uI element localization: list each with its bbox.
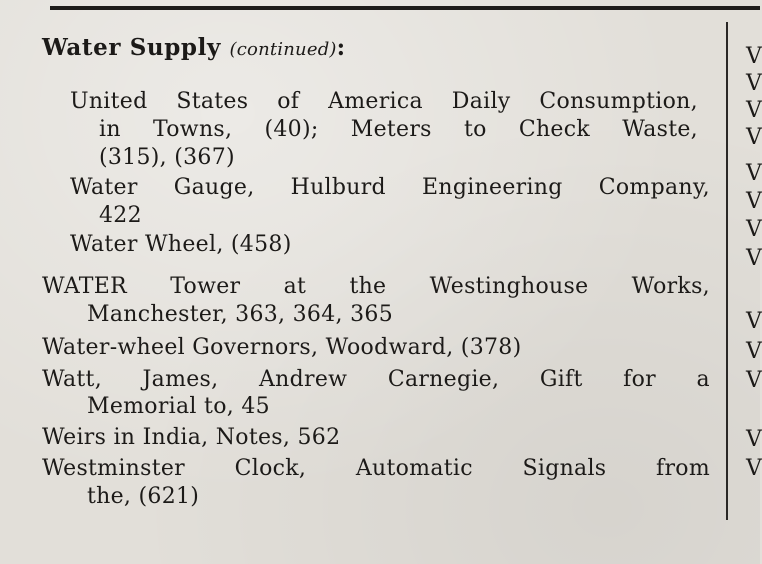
- word: Automatic: [355, 456, 473, 481]
- next-column-initial: V: [746, 368, 762, 393]
- section-title: Water Supply: [42, 34, 221, 61]
- entry-water-wheel-line-1: Water Wheel, (458): [70, 232, 292, 257]
- heading-colon: :: [336, 34, 346, 61]
- word: for: [623, 367, 656, 392]
- word: United: [70, 89, 148, 114]
- word: Gift: [539, 367, 583, 392]
- entry-water-tower-line-2: Manchester, 363, 364, 365: [87, 302, 394, 327]
- next-column-initial: V: [746, 98, 762, 123]
- word: to: [463, 117, 487, 142]
- word: at: [283, 274, 307, 299]
- next-column-initial: V: [746, 44, 762, 69]
- word: Westinghouse: [429, 274, 589, 299]
- word: Engineering: [422, 175, 563, 200]
- word: Hulburd: [290, 175, 386, 200]
- word: America: [328, 89, 423, 114]
- next-column-initial: V: [746, 125, 762, 150]
- word: WATER: [42, 274, 127, 299]
- entry-watt-james-line-1: [42, 366, 710, 394]
- word: Check: [518, 117, 591, 142]
- entry-watt-james-line-2: Memorial to, 45: [87, 394, 270, 419]
- next-column-initial: V: [746, 217, 762, 242]
- word: Tower: [170, 274, 241, 299]
- word: Water: [70, 175, 138, 200]
- top-rule: [50, 6, 760, 10]
- word: Meters: [350, 117, 432, 142]
- word: the: [349, 274, 387, 299]
- next-column-initial: V: [746, 71, 762, 96]
- continued-note: (continued): [229, 39, 337, 60]
- section-heading: [42, 34, 346, 61]
- word: of: [277, 89, 300, 114]
- word: Works,: [631, 274, 710, 299]
- word: Daily: [451, 89, 511, 114]
- word: Andrew: [258, 367, 348, 392]
- column-rule: [726, 22, 728, 520]
- entry-weirs-india-line-1: Weirs in India, Notes, 562: [42, 425, 341, 450]
- word: Gauge,: [173, 175, 255, 200]
- next-column-initial: V: [746, 161, 762, 186]
- word: in: [99, 117, 121, 142]
- entry-water-wheel-governors-line-1: Water-wheel Governors, Woodward, (378): [42, 335, 522, 360]
- entry-westminster-clock-line-1: [42, 455, 710, 483]
- entry-us-daily-consumption-line-1: [70, 88, 698, 116]
- word: States: [176, 89, 249, 114]
- word: Signals: [522, 456, 607, 481]
- next-column-initial: V: [746, 456, 762, 481]
- word: Towns,: [153, 117, 233, 142]
- word: from: [656, 456, 710, 481]
- word: James,: [142, 367, 219, 392]
- next-column-initial: V: [746, 339, 762, 364]
- word: Consumption,: [539, 89, 698, 114]
- word: Westminster: [42, 456, 186, 481]
- entry-water-gauge-line-2: 422: [99, 203, 142, 228]
- next-column-initial: V: [746, 309, 762, 334]
- word: a: [696, 367, 710, 392]
- entry-westminster-clock-line-2: the, (621): [87, 484, 200, 509]
- word: Company,: [598, 175, 710, 200]
- word: Waste,: [622, 117, 698, 142]
- word: Watt,: [42, 367, 102, 392]
- entry-water-gauge-line-1: [70, 174, 710, 202]
- next-column-initial: V: [746, 189, 762, 214]
- word: (40);: [264, 117, 319, 142]
- entry-us-daily-consumption-line-2: [99, 116, 698, 144]
- entry-water-tower-line-1: [42, 273, 710, 301]
- next-column-initial: V: [746, 427, 762, 452]
- word: Clock,: [234, 456, 307, 481]
- next-column-initial: V: [746, 246, 762, 271]
- entry-us-daily-consumption-line-3: (315), (367): [99, 145, 235, 170]
- word: Carnegie,: [387, 367, 500, 392]
